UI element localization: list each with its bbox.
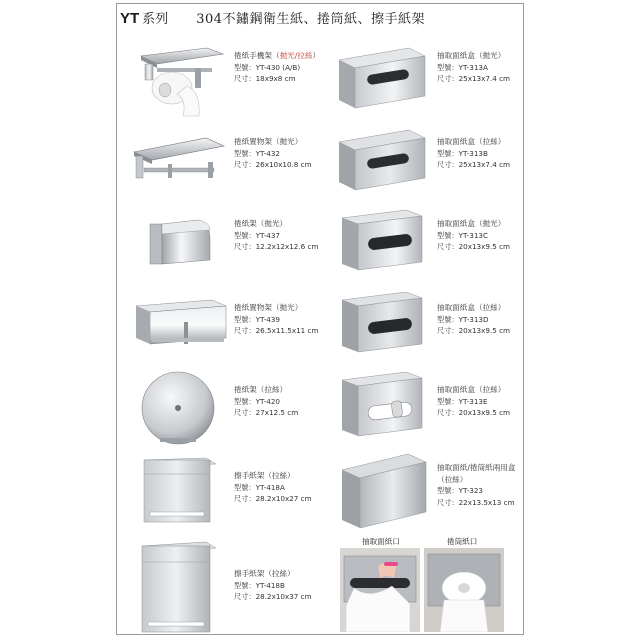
yt313c-image	[340, 208, 424, 274]
item-size: 尺寸：20x13x9.5 cm	[437, 242, 511, 252]
yt437-image	[148, 216, 212, 266]
yt439-image	[132, 298, 228, 352]
finish-note: 拋光/拉絲	[279, 51, 313, 60]
item-name: 抽取面紙盒（拋光）	[437, 51, 506, 60]
yt432-info	[234, 136, 312, 171]
yt313d-info	[437, 302, 510, 337]
item-model: 型號：YT-430 (A/B)	[234, 62, 301, 72]
yt418a-info	[234, 470, 312, 505]
item-name: 擦手紙架（拉絲）	[234, 471, 295, 480]
item-name: 抽取面紙盒（拉絲）	[437, 303, 506, 312]
yt313e-info	[437, 384, 510, 419]
yt439-info	[234, 302, 318, 337]
item-model: 型號：YT-313C	[437, 230, 489, 240]
yt313a-info	[437, 50, 510, 85]
item-size: 尺寸：20x13x9.5 cm	[437, 408, 511, 418]
item-size: 尺寸：27x12.5 cm	[234, 408, 299, 418]
yt313d-image	[340, 290, 424, 356]
tissue-opening-photo	[340, 548, 420, 632]
item-model: 型號：YT-313D	[437, 314, 489, 324]
photo-caption-right: 捲筒紙口	[447, 537, 478, 546]
item-model: 型號：YT-313B	[437, 148, 488, 158]
item-name: 擦手紙架（拉絲）	[234, 569, 295, 578]
yt432-image	[132, 134, 228, 188]
yt418b-image	[140, 540, 220, 634]
item-model: 型號：YT-418A	[234, 482, 285, 492]
item-name: 捲紙架（拋光）	[234, 219, 288, 228]
page-title: 304不鏽鋼衛生紙、捲筒紙、擦手紙架	[196, 12, 426, 27]
item-name: 捲紙置物架（拋光）	[234, 137, 303, 146]
yt313a-image	[337, 46, 427, 112]
yt313c-info	[437, 218, 510, 253]
item-size: 尺寸：26x10x10.8 cm	[234, 160, 312, 170]
yt430-image	[137, 42, 227, 120]
series-label: 系列	[142, 12, 169, 27]
yt437-info	[234, 218, 318, 253]
yt323-image	[338, 450, 430, 530]
yt418b-info	[234, 568, 312, 603]
brand-label: YT	[120, 10, 140, 27]
item-model: 型號：YT-418B	[234, 580, 285, 590]
item-model: 型號：YT-323	[437, 486, 484, 496]
yt420-image	[140, 370, 220, 446]
item-size: 尺寸：20x13x9.5 cm	[437, 326, 511, 336]
item-model: 型號：YT-439	[234, 314, 281, 324]
photo-caption-left: 抽取面紙口	[362, 537, 400, 546]
item-size: 尺寸：25x13x7.4 cm	[437, 160, 511, 170]
yt430-info	[234, 50, 320, 85]
item-size: 尺寸：25x13x7.4 cm	[437, 74, 511, 84]
item-size: 尺寸：26.5x11.5x11 cm	[234, 326, 319, 336]
item-name: 抽取面紙盒（拉絲）	[437, 137, 506, 146]
item-name: 抽取面紙盒（拉絲）	[437, 385, 506, 394]
item-model: 型號：YT-437	[234, 230, 281, 240]
roll-opening-photo	[424, 548, 504, 632]
yt313b-info	[437, 136, 510, 171]
item-name: 捲紙架（拉絲）	[234, 385, 288, 394]
item-name: 抽取面紙/捲筒紙兩用盒	[437, 463, 516, 472]
item-model: 型號：YT-420	[234, 396, 281, 406]
page-header	[120, 8, 425, 28]
item-size: 尺寸：12.2x12x12.6 cm	[234, 242, 319, 252]
item-name: 抽取面紙盒（拋光）	[437, 219, 506, 228]
item-size: 尺寸：28.2x10x27 cm	[234, 494, 312, 504]
yt418a-image	[142, 456, 218, 526]
yt420-info	[234, 384, 298, 419]
item-model: 型號：YT-432	[234, 148, 281, 158]
item-name: 捲紙手機架（拋光/拉絲）	[234, 51, 321, 60]
yt313e-image	[340, 370, 424, 440]
item-size: 尺寸：28.2x10x37 cm	[234, 592, 312, 602]
item-model: 型號：YT-313E	[437, 396, 488, 406]
yt323-info	[437, 462, 516, 508]
item-finish: （拉絲）	[437, 474, 468, 484]
yt313b-image	[337, 128, 427, 194]
item-model: 型號：YT-313A	[437, 62, 488, 72]
item-size: 尺寸：18x9x8 cm	[234, 74, 296, 84]
item-name: 捲紙置物架（拋光）	[234, 303, 303, 312]
item-size: 尺寸：22x13.5x13 cm	[437, 497, 515, 507]
